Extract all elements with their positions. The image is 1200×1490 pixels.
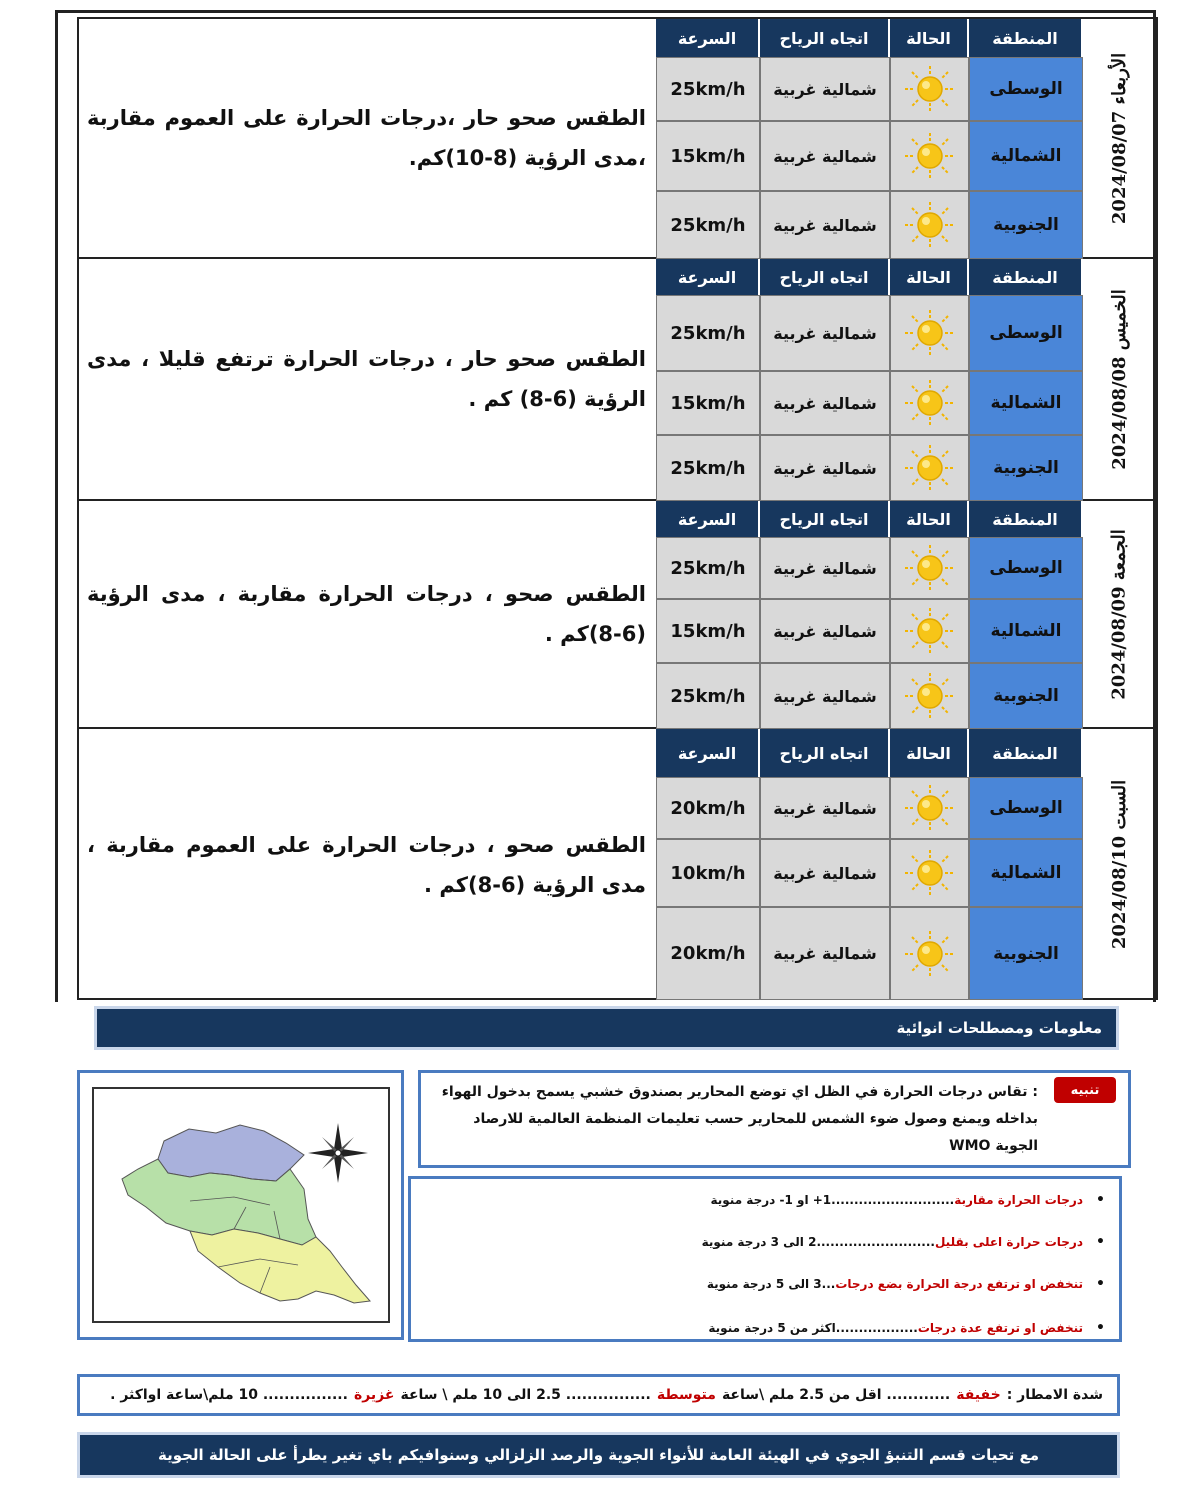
region-name: الشمالية xyxy=(969,371,1083,435)
day-table xyxy=(656,729,1083,1000)
wind-direction-header: اتجاه الرياح xyxy=(760,729,890,777)
region-header: المنطقة xyxy=(969,19,1083,57)
table-row xyxy=(656,839,1083,907)
table-row xyxy=(656,435,1083,501)
table-row xyxy=(656,121,1083,191)
notice-badge: تنبيه xyxy=(1054,1077,1116,1103)
table-row xyxy=(656,295,1083,371)
day-date-cell xyxy=(1083,19,1156,257)
page-border-left xyxy=(55,10,58,1002)
wind-speed: 25km/h xyxy=(656,57,760,121)
rain-moderate-value: ................ 2.5 الى 10 ملم \ ساعة xyxy=(400,1387,651,1403)
day-date: الجمعة 2024/08/09 xyxy=(1109,528,1130,700)
footer-text: مع تحيات قسم التنبؤ الجوي في الهيئة العامة للأنواء الجوية والرصد الزلزالي وسنوافيكم باي تغير يطرأ على الحالة الجوية xyxy=(157,1446,1040,1464)
map-box xyxy=(77,1070,404,1340)
region-header: المنطقة xyxy=(969,729,1083,777)
wind-direction-header: اتجاه الرياح xyxy=(760,501,890,537)
condition-cell xyxy=(890,663,969,729)
rain-label: شدة الامطار : xyxy=(1006,1387,1103,1403)
region-name: الجنوبية xyxy=(969,191,1083,259)
day-table xyxy=(656,19,1083,257)
legend-item xyxy=(425,1271,1105,1297)
wind-speed: 15km/h xyxy=(656,599,760,663)
legend-dots: ... xyxy=(821,1277,836,1291)
wind-direction-header: اتجاه الرياح xyxy=(760,19,890,57)
compass-icon xyxy=(308,1123,368,1183)
region-header: المنطقة xyxy=(969,501,1083,537)
region-name: الوسطى xyxy=(969,537,1083,599)
wind-direction: شمالية غربية xyxy=(760,839,890,907)
wind-speed: 25km/h xyxy=(656,191,760,259)
sun-icon xyxy=(903,848,957,898)
table-row xyxy=(656,777,1083,839)
day-table xyxy=(656,501,1083,727)
condition-header: الحالة xyxy=(890,259,969,295)
day-date: الخميس 2024/08/08 xyxy=(1109,288,1131,470)
bullet-icon: • xyxy=(1096,1192,1105,1208)
page-border-top xyxy=(55,10,1155,13)
day-date: السبت 2024/08/10 xyxy=(1109,779,1131,950)
day-description: الطقس صحو ، درجات الحرارة مقاربة ، مدى الرؤية (6-8)كم . xyxy=(87,582,646,646)
legend-term: تنخفض او ترتفع عدة درجات xyxy=(917,1321,1083,1335)
sun-icon xyxy=(903,308,957,358)
legend-value: 2 الى 3 درجة منوية xyxy=(701,1235,817,1249)
day-date-cell xyxy=(1083,259,1156,499)
wind-speed: 25km/h xyxy=(656,295,760,371)
notice-text: : تقاس درجات الحرارة في الظل اي توضع المحارير بصندوق خشبي يسمح بدخول الهواء بداخله ويمنع وصول ضوء الشمس للمحارير حسب تعليمات المنظمة العالمية للارصاد الجوية WMO xyxy=(441,1084,1038,1154)
table-row xyxy=(656,599,1083,663)
day-date-cell xyxy=(1083,501,1156,727)
table-row xyxy=(656,191,1083,259)
sun-icon xyxy=(903,606,957,656)
legend-value: 3 الى 5 درجة منوية xyxy=(706,1277,822,1291)
legend-term: درجات الحرارة مقاربة xyxy=(954,1193,1083,1207)
day-date-cell xyxy=(1083,729,1156,1000)
table-row xyxy=(656,907,1083,1000)
bullet-icon: • xyxy=(1096,1320,1105,1336)
legend-value: اكثر من 5 درجة منوية xyxy=(708,1321,836,1335)
condition-header: الحالة xyxy=(890,19,969,57)
day-block xyxy=(79,259,1156,501)
region-name: الجنوبية xyxy=(969,907,1083,1000)
footer-bar xyxy=(77,1432,1120,1478)
wind-speed: 20km/h xyxy=(656,907,760,1000)
day-description-cell xyxy=(79,501,656,727)
legend-item xyxy=(425,1315,1105,1341)
legend-dots: .................. xyxy=(835,1321,918,1335)
iraq-map xyxy=(92,1087,390,1323)
speed-header: السرعة xyxy=(656,501,760,537)
wind-direction: شمالية غربية xyxy=(760,663,890,729)
region-name: الجنوبية xyxy=(969,663,1083,729)
wind-speed: 15km/h xyxy=(656,371,760,435)
table-row xyxy=(656,537,1083,599)
wind-direction-header: اتجاه الرياح xyxy=(760,259,890,295)
region-name: الوسطى xyxy=(969,295,1083,371)
condition-cell xyxy=(890,435,969,501)
condition-cell xyxy=(890,295,969,371)
region-name: الشمالية xyxy=(969,839,1083,907)
region-name: الشمالية xyxy=(969,599,1083,663)
wind-direction: شمالية غربية xyxy=(760,191,890,259)
wind-direction: شمالية غربية xyxy=(760,295,890,371)
rain-heavy: غزيرة xyxy=(353,1387,395,1403)
wind-speed: 25km/h xyxy=(656,663,760,729)
table-row xyxy=(656,57,1083,121)
condition-cell xyxy=(890,907,969,1000)
wind-direction: شمالية غربية xyxy=(760,907,890,1000)
legend-item xyxy=(425,1229,1105,1255)
legend-dots: .......................... xyxy=(816,1235,935,1249)
day-description-cell xyxy=(79,729,656,1000)
sun-icon xyxy=(903,671,957,721)
wind-direction: شمالية غربية xyxy=(760,777,890,839)
region-name: الجنوبية xyxy=(969,435,1083,501)
rain-moderate: متوسطة xyxy=(656,1387,716,1403)
wind-speed: 10km/h xyxy=(656,839,760,907)
day-description-cell xyxy=(79,19,656,257)
legend-term: درجات حرارة اعلى بقليل xyxy=(934,1235,1083,1249)
day-block xyxy=(79,501,1156,729)
forecast-table xyxy=(77,17,1158,1000)
table-row xyxy=(656,371,1083,435)
notice-box xyxy=(418,1070,1131,1168)
condition-cell xyxy=(890,537,969,599)
rain-light: خفيفة xyxy=(956,1387,1001,1403)
legend-term: تنخفض او ترتفع درجة الحرارة بضع درجات xyxy=(835,1277,1083,1291)
wind-direction: شمالية غربية xyxy=(760,599,890,663)
day-date: الأربعاء 2024/08/07 xyxy=(1109,52,1130,224)
wind-direction: شمالية غربية xyxy=(760,435,890,501)
wind-direction: شمالية غربية xyxy=(760,121,890,191)
speed-header: السرعة xyxy=(656,729,760,777)
bullet-icon: • xyxy=(1096,1234,1105,1250)
info-title-bar xyxy=(94,1006,1119,1050)
info-title: معلومات ومصطلحات انوائية xyxy=(896,1019,1102,1037)
wind-speed: 25km/h xyxy=(656,435,760,501)
iraq-map-icon xyxy=(94,1089,388,1321)
sun-icon xyxy=(903,64,957,114)
region-name: الشمالية xyxy=(969,121,1083,191)
sun-icon xyxy=(903,929,957,979)
legend-dots: ........................... xyxy=(831,1193,955,1207)
condition-cell xyxy=(890,191,969,259)
rain-heavy-value: ................ 10 ملم\ساعة اواكثر . xyxy=(110,1387,348,1403)
table-row xyxy=(656,663,1083,729)
legend-item xyxy=(425,1187,1105,1213)
speed-header: السرعة xyxy=(656,259,760,295)
wind-speed: 15km/h xyxy=(656,121,760,191)
sun-icon xyxy=(903,378,957,428)
condition-header: الحالة xyxy=(890,501,969,537)
day-description: الطقس صحو حار ، درجات الحرارة ترتفع قليلا ، مدى الرؤية (6-8) كم . xyxy=(87,347,646,411)
sun-icon xyxy=(903,543,957,593)
condition-cell xyxy=(890,839,969,907)
sun-icon xyxy=(903,783,957,833)
condition-cell xyxy=(890,777,969,839)
day-table xyxy=(656,259,1083,499)
day-description: الطقس صحو حار ،درجات الحرارة على العموم مقاربة ،مدى الرؤية (8-10)كم. xyxy=(87,106,646,170)
sun-icon xyxy=(903,131,957,181)
day-description: الطقس صحو ، درجات الحرارة على العموم مقاربة ، مدى الرؤية (6-8)كم . xyxy=(87,832,646,897)
day-description-cell xyxy=(79,259,656,499)
sun-icon xyxy=(903,200,957,250)
rain-light-value: ............ اقل من 2.5 ملم \ساعة xyxy=(721,1387,951,1403)
wind-speed: 25km/h xyxy=(656,537,760,599)
region-header: المنطقة xyxy=(969,259,1083,295)
speed-header: السرعة xyxy=(656,19,760,57)
region-name: الوسطى xyxy=(969,777,1083,839)
sun-icon xyxy=(903,443,957,493)
region-name: الوسطى xyxy=(969,57,1083,121)
condition-cell xyxy=(890,121,969,191)
wind-speed: 20km/h xyxy=(656,777,760,839)
day-block xyxy=(79,19,1156,259)
wind-direction: شمالية غربية xyxy=(760,371,890,435)
wind-direction: شمالية غربية xyxy=(760,57,890,121)
day-block xyxy=(79,729,1156,1000)
condition-cell xyxy=(890,599,969,663)
condition-cell xyxy=(890,57,969,121)
wind-direction: شمالية غربية xyxy=(760,537,890,599)
condition-cell xyxy=(890,371,969,435)
condition-header: الحالة xyxy=(890,729,969,777)
legend-value: 1+ او 1- درجة منوية xyxy=(710,1193,832,1207)
rain-intensity xyxy=(77,1374,1120,1416)
bullet-icon: • xyxy=(1096,1276,1105,1292)
temperature-legend xyxy=(408,1176,1122,1342)
